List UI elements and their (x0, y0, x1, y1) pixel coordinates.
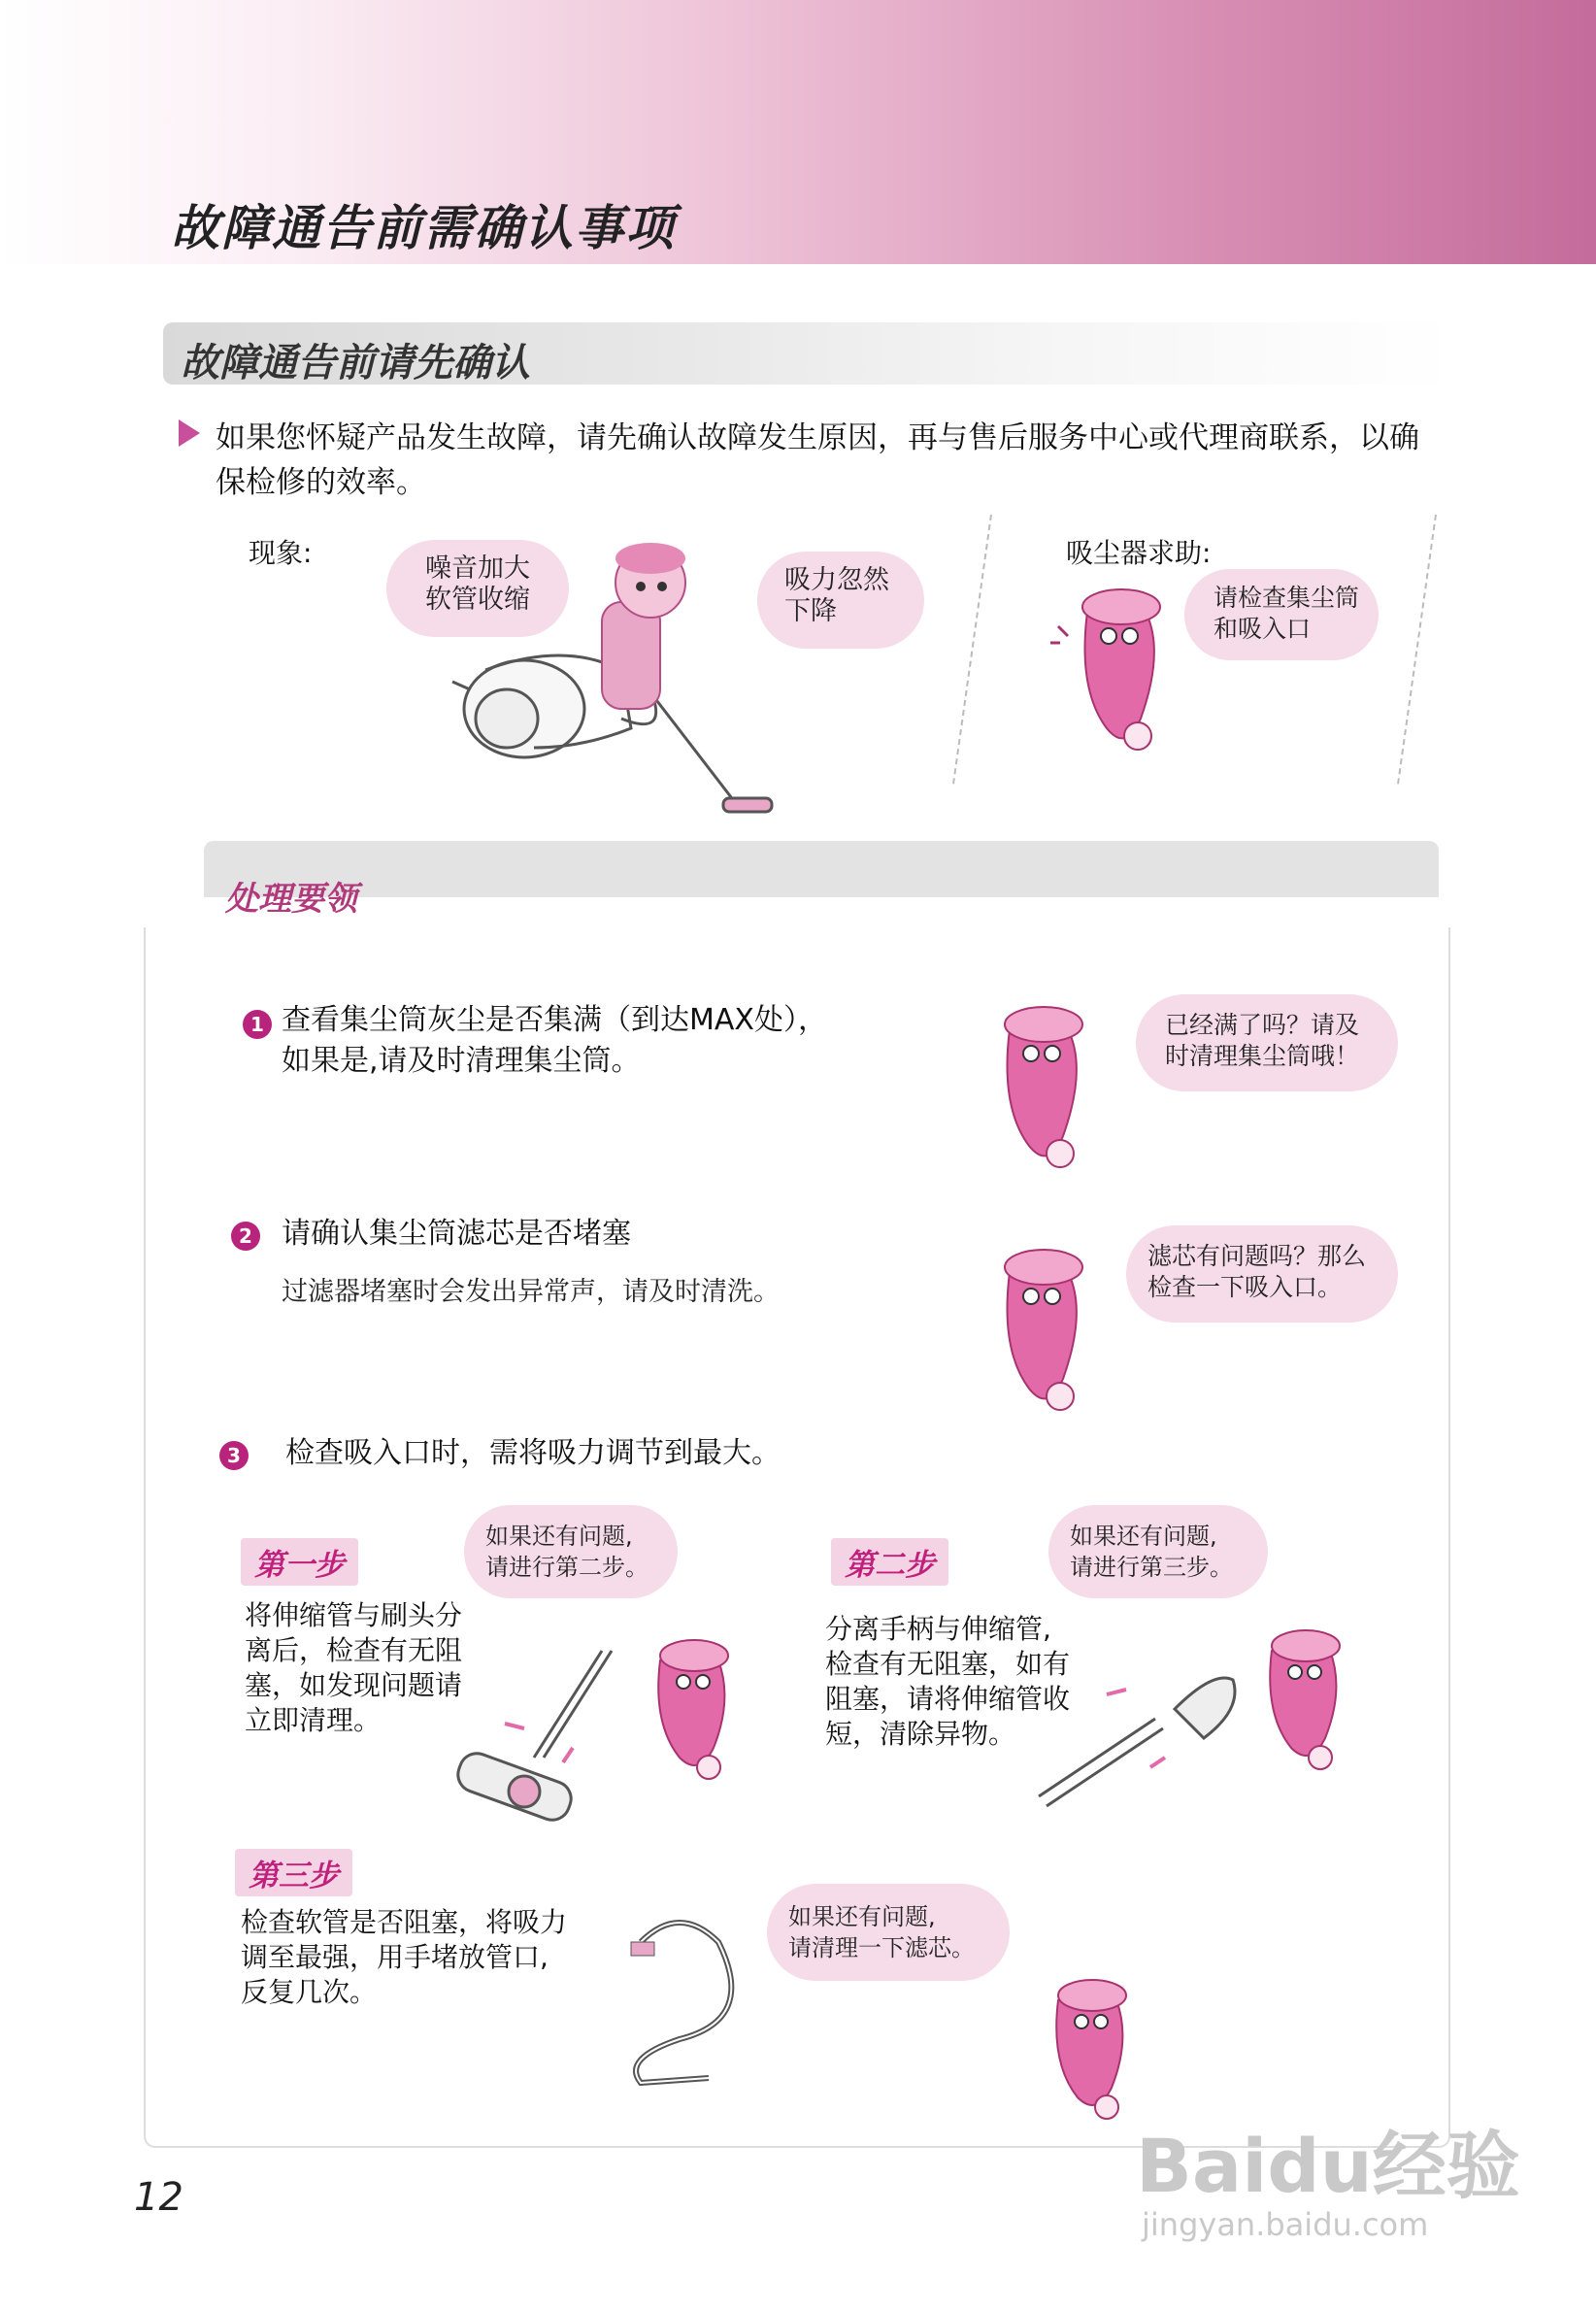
noise-bubble-line1: 噪音加大 (425, 553, 530, 584)
dashed-divider (952, 515, 992, 785)
section-title: 故障通告前请先确认 (181, 341, 530, 385)
intro-text: 如果您怀疑产品发生故障，请先确认故障发生原因，再与售后服务中心或代理商联系，以确保检修的效率。 (216, 420, 1419, 500)
item-1-bubble-line1: 已经满了吗？请及 (1165, 1011, 1360, 1039)
step-3-line: 检查软管是否阻塞，将吸力 (241, 1906, 568, 1938)
handling-title: 处理要领 (225, 880, 357, 919)
step-2-line: 检查有无阻塞，如有 (825, 1648, 1071, 1680)
step-1-text (245, 1598, 462, 1738)
item-1-bubble-line2: 时清理集尘筒哦！ (1165, 1042, 1360, 1070)
step-3-line: 调至最强，用手堵放管口, (241, 1941, 549, 1973)
mascot-icon (1048, 583, 1194, 757)
step-1-bubble-line2: 请进行第二步。 (485, 1554, 648, 1581)
step-3-bubble (767, 1884, 1010, 1981)
item-1-line2: 如果是,请及时清理集尘筒。 (282, 1044, 641, 1078)
page-number: 12 (134, 2175, 183, 2220)
step-3-line: 反复几次。 (241, 1976, 378, 2008)
step-2-line: 分离手柄与伸缩管, (825, 1613, 1051, 1645)
step-1-line: 塞，如发现问题请 (245, 1669, 463, 1701)
step-3-label: 第三步 (235, 1849, 352, 1896)
number-badge: 3 (219, 1441, 249, 1470)
step-3-text (241, 1905, 567, 2010)
phenomenon-label: 现象: (249, 537, 313, 569)
step-1-bubble-line1: 如果还有问题, (485, 1523, 633, 1550)
step-2-bubble-line2: 请进行第三步。 (1070, 1554, 1233, 1581)
suction-bubble-line2: 下降 (784, 596, 837, 626)
item-1-line1: 查看集尘筒灰尘是否集满（到达MAX处）， (282, 1003, 827, 1037)
noise-bubble-line2: 软管收缩 (425, 585, 530, 615)
step-3-bubble-line1: 如果还有问题, (788, 1903, 936, 1930)
item-2-title: 请确认集尘筒滤芯是否堵塞 (282, 1217, 631, 1251)
help-bubble (1184, 569, 1379, 660)
step-2-bubble-line1: 如果还有问题, (1070, 1523, 1217, 1550)
brush-head-illustration (437, 1651, 650, 1845)
baidu-watermark-logo: Baidu经验 (1136, 2123, 1520, 2209)
help-bubble-line2: 和吸入口 (1214, 615, 1312, 643)
item-2-bubble (1126, 1225, 1398, 1323)
step-1-line: 将伸缩管与刷头分 (245, 1599, 463, 1631)
step-2-label: 第二步 (831, 1538, 948, 1586)
item-2-bubble-line2: 检查一下吸入口。 (1147, 1273, 1343, 1301)
step-1-label: 第一步 (241, 1538, 358, 1586)
step-1-line: 离后，检查有无阻 (245, 1634, 463, 1666)
item-2-bubble-line1: 滤芯有问题吗？那么 (1147, 1242, 1367, 1270)
dashed-divider (1397, 515, 1437, 785)
step-2-text (825, 1612, 1070, 1752)
vacuum-girl-illustration (447, 544, 796, 835)
handling-bar (204, 841, 1439, 897)
item-2-desc: 过滤器堵塞时会发出异常声，请及时清洗。 (282, 1277, 780, 1307)
page-title: 故障通告前需确认事项 (171, 200, 676, 256)
watermark-url: jingyan.baidu.com (1142, 2206, 1429, 2243)
mascot-icon (971, 1000, 1116, 1175)
step-1-bubble (464, 1505, 678, 1598)
number-badge: 2 (231, 1222, 260, 1251)
help-label: 吸尘器求助: (1066, 537, 1212, 569)
handle-pipe-illustration (1039, 1651, 1252, 1806)
step-1-line: 立即清理。 (245, 1704, 382, 1736)
hose-illustration (621, 1903, 757, 2088)
mascot-icon (1029, 1971, 1155, 2127)
item-1-text (282, 1000, 827, 1082)
suction-bubble-line1: 吸力忽然 (784, 565, 889, 595)
mascot-icon (1243, 1622, 1369, 1777)
step-2-line: 短，清除异物。 (825, 1718, 1016, 1750)
help-bubble-line1: 请检查集尘筒 (1214, 584, 1360, 612)
item-3-text: 检查吸入口时，需将吸力调节到最大。 (285, 1436, 781, 1470)
triangle-bullet-icon (179, 419, 200, 447)
step-2-line: 阻塞，请将伸缩管收 (825, 1683, 1071, 1715)
step-2-bubble (1048, 1505, 1268, 1598)
step-3-bubble-line2: 请清理一下滤芯。 (788, 1934, 975, 1961)
number-badge: 1 (243, 1010, 272, 1039)
mascot-icon (971, 1243, 1116, 1418)
item-1-bubble (1136, 994, 1398, 1091)
mascot-icon (631, 1631, 757, 1787)
